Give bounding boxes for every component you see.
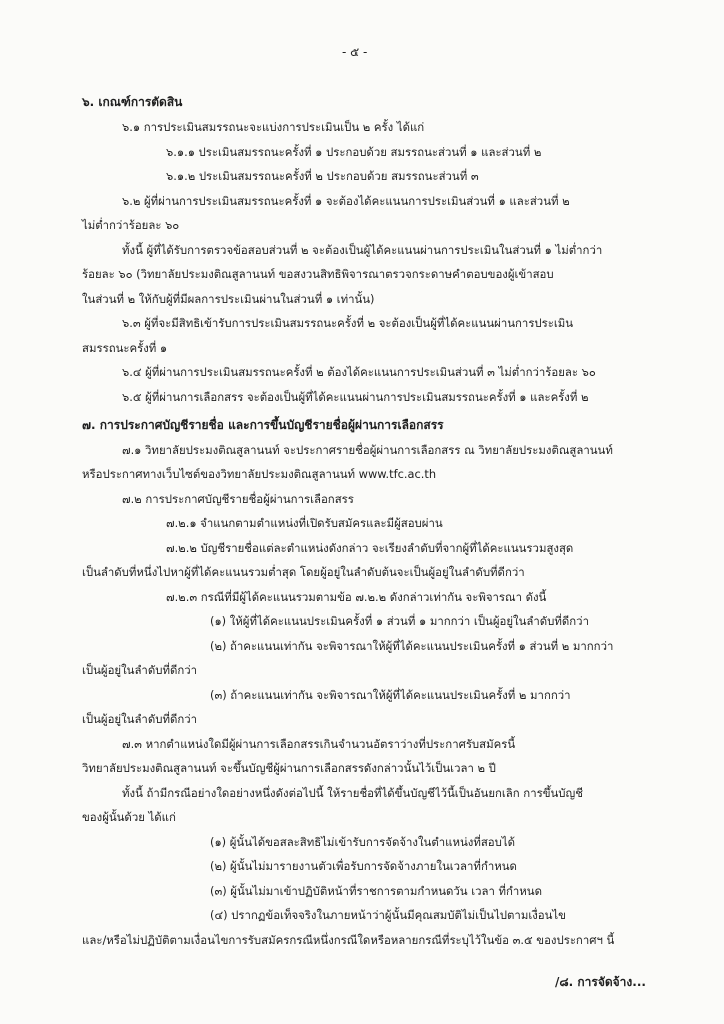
section-7-line: เป็นผู้อยู่ในลำดับที่ดีกว่า	[82, 663, 198, 677]
section-7-line: ของผู้นั้นด้วย ได้แก่	[82, 810, 176, 824]
section-7-line: ๗.๒.๓ กรณีที่มีผู้ได้คะแนนรวมตามข้อ ๗.๒.๒ ดังกล่าวเท่ากัน จะพิจารณา ดังนี้	[166, 590, 547, 604]
section-7-line: (๒) ถ้าคะแนนเท่ากัน จะพิจารณาให้ผู้ที่ได้คะแนนประเมินครั้งที่ ๑ ส่วนที่ ๒ มากกว่า	[210, 639, 614, 653]
section-7-line: วิทยาลัยประมงติณสูลานนท์ จะขึ้นบัญชีผู้ผ่านการเลือกสรรดังกล่าวนั้นไว้เป็นเวลา ๒ ปี	[82, 761, 496, 775]
section-7-line: และ/หรือไม่ปฏิบัติตามเงื่อนไขการรับสมัครกรณีหนึ่งกรณีใดหรือหลายกรณีที่ระบุไว้ในข้อ ๓.๕ ของประกาศฯ นี้	[82, 933, 615, 947]
section-6-heading: ๖. เกณฑ์การตัดสิน	[82, 95, 183, 109]
section-7-line: (๑) ผู้นั้นได้ขอสละสิทธิไม่เข้ารับการจัดจ้างในตำแหน่งที่สอบได้	[210, 835, 515, 849]
section-6-line: สมรรถนะครั้งที่ ๑	[82, 341, 168, 355]
section-7-line: (๑) ให้ผู้ที่ได้คะแนนประเมินครั้งที่ ๑ ส่วนที่ ๑ มากกว่า เป็นผู้อยู่ในลำดับที่ดีกว่า	[210, 614, 589, 628]
section-6-line: ๖.๑.๑ ประเมินสมรรถนะครั้งที่ ๑ ประกอบด้วย สมรรถนะส่วนที่ ๑ และส่วนที่ ๒	[166, 145, 542, 159]
section-7-line: ๗.๑ วิทยาลัยประมงติณสูลานนท์ จะประกาศรายชื่อผู้ผ่านการเลือกสรร ณ วิทยาลัยประมงติณสูลานนท์	[122, 443, 613, 457]
section-6-line: ไม่ต่ำกว่าร้อยละ ๖๐	[82, 218, 180, 232]
section-6-line: ๖.๕ ผู้ที่ผ่านการเลือกสรร จะต้องเป็นผู้ที่ได้คะแนนผ่านการประเมินสมรรถนะครั้งที่ ๑ และครั้งที่ ๒	[122, 390, 589, 404]
section-7-heading: ๗. การประกาศบัญชีรายชื่อ และการขึ้นบัญชีรายชื่อผู้ผ่านการเลือกสรร	[82, 418, 444, 432]
section-7-line: (๔) ปรากฏข้อเท็จจริงในภายหน้าว่าผู้นั้นมีคุณสมบัติไม่เป็นไปตามเงื่อนไข	[210, 908, 566, 922]
section-7-line: เป็นผู้อยู่ในลำดับที่ดีกว่า	[82, 712, 198, 726]
section-7-line: (๒) ผู้นั้นไม่มารายงานตัวเพื่อรับการจัดจ้างภายในเวลาที่กำหนด	[210, 859, 517, 873]
section-7-line: ทั้งนี้ ถ้ามีกรณีอย่างใดอย่างหนึ่งดังต่อไปนี้ ให้รายชื่อที่ได้ขึ้นบัญชีไว้นี้เป็นอันยกเลิก การขึ้นบัญชี	[122, 786, 583, 800]
section-7-line: ๗.๓ หากตำแหน่งใดมีผู้ผ่านการเลือกสรรเกินจำนวนอัตราว่างที่ประกาศรับสมัครนี้	[122, 737, 516, 751]
section-7-line: ๗.๒.๒ บัญชีรายชื่อแต่ละตำแหน่งดังกล่าว จะเรียงลำดับที่จากผู้ที่ได้คะแนนรวมสูงสุด	[166, 541, 574, 555]
section-7-line: ๗.๒.๑ จำแนกตามตำแหน่งที่เปิดรับสมัครและมีผู้สอบผ่าน	[166, 516, 443, 530]
section-7-line: หรือประกาศทางเว็บไซต์ของวิทยาลัยประมงติณสูลานนท์ www.tfc.ac.th	[82, 467, 437, 481]
section-6-line: ๖.๒ ผู้ที่ผ่านการประเมินสมรรถนะครั้งที่ ๑ จะต้องได้คะแนนการประเมินส่วนที่ ๑ และส่วนที่ ๒	[122, 194, 570, 208]
section-6-line: ๖.๑.๒ ประเมินสมรรถนะครั้งที่ ๒ ประกอบด้วย สมรรถนะส่วนที่ ๓	[166, 169, 479, 183]
section-6-line: ๖.๔ ผู้ที่ผ่านการประเมินสมรรถนะครั้งที่ ๒ ต้องได้คะแนนการประเมินส่วนที่ ๓ ไม่ต่ำกว่าร้อยละ ๖๐	[122, 365, 596, 379]
section-7-line: ๗.๒ การประกาศบัญชีรายชื่อผู้ผ่านการเลือกสรร	[122, 492, 354, 506]
section-6-line: ๖.๓ ผู้ที่จะมีสิทธิเข้ารับการประเมินสมรรถนะครั้งที่ ๒ จะต้องเป็นผู้ที่ได้คะแนนผ่านการประเมิน	[122, 316, 574, 330]
section-6-line: ทั้งนี้ ผู้ที่ได้รับการตรวจข้อสอบส่วนที่ ๒ จะต้องเป็นผู้ได้คะแนนผ่านการประเมินในส่วนที่ ๑ ไม่ต่ำกว่า	[122, 243, 603, 257]
section-6-line: ร้อยละ ๖๐ (วิทยาลัยประมงติณสูลานนท์ ขอสงวนสิทธิพิจารณาตรวจกระดาษคำตอบของผู้เข้าสอบ	[82, 267, 554, 281]
continuation-note: /๘. การจัดจ้าง...	[555, 975, 646, 989]
section-6-line: ในส่วนที่ ๒ ให้กับผู้ที่มีผลการประเมินผ่านในส่วนที่ ๑ เท่านั้น)	[82, 292, 375, 306]
section-7-line: เป็นลำดับที่หนึ่งไปหาผู้ที่ได้คะแนนรวมต่ำสุด โดยผู้อยู่ในลำดับต้นจะเป็นผู้อยู่ในลำดับที่ดีกว่า	[82, 565, 525, 579]
section-7-line: (๓) ถ้าคะแนนเท่ากัน จะพิจารณาให้ผู้ที่ได้คะแนนประเมินครั้งที่ ๒ มากกว่า	[210, 688, 571, 702]
section-7-line: (๓) ผู้นั้นไม่มาเข้าปฏิบัติหน้าที่ราชการตามกำหนดวัน เวลา ที่กำหนด	[210, 884, 542, 898]
page-number: - ๕ -	[342, 45, 368, 59]
section-6-line: ๖.๑ การประเมินสมรรถนะจะแบ่งการประเมินเป็น ๒ ครั้ง ได้แก่	[122, 120, 425, 134]
